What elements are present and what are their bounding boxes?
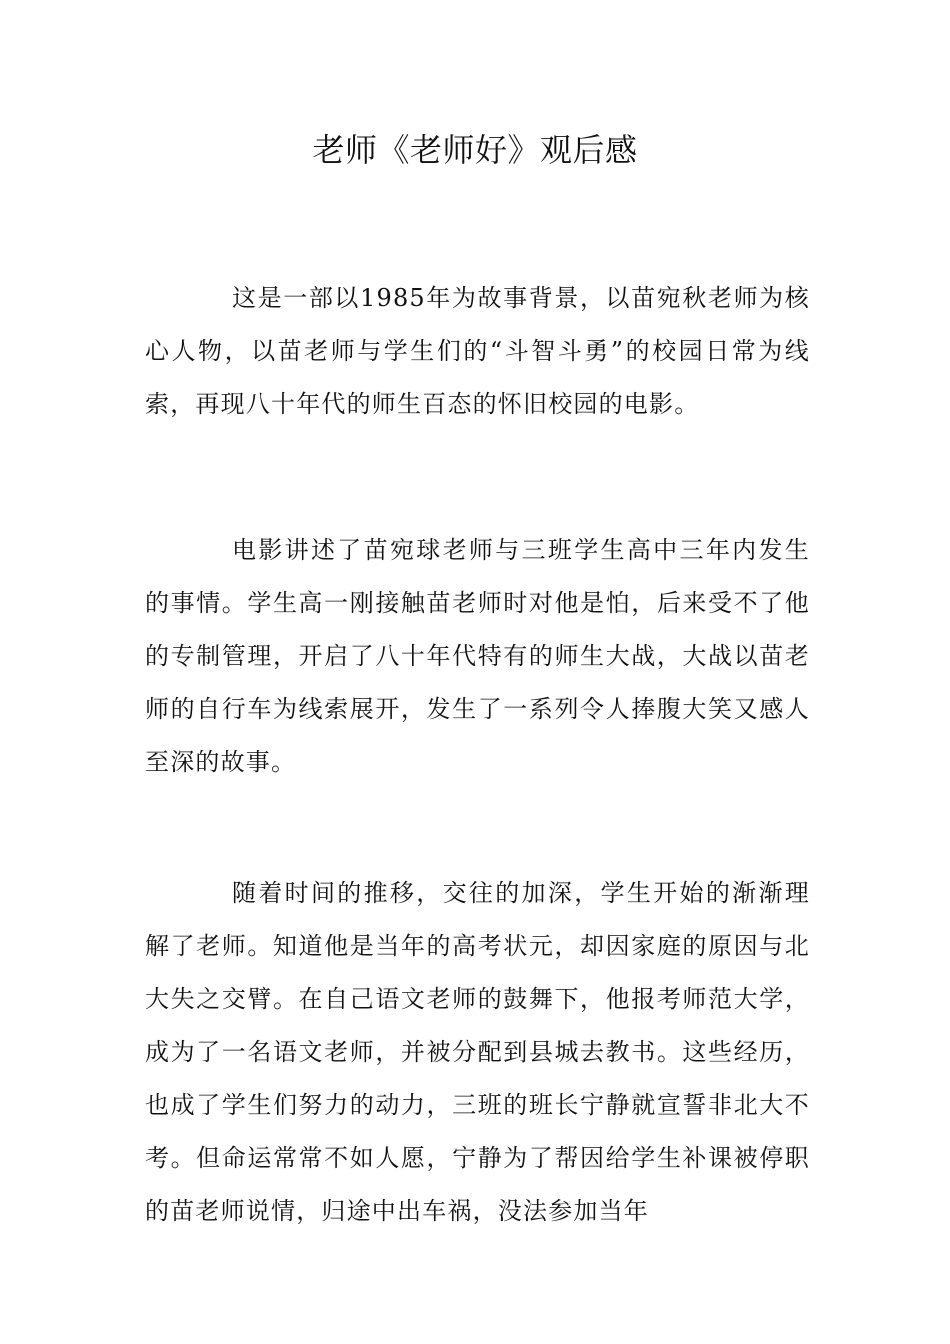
paragraph-2: 电影讲述了苗宛球老师与三班学生高中三年内发生的事情。学生高一刚接触苗老师时对他是怕，后来受不了他的专制管理，开启了八十年代特有的师生大战，大战以苗老师的自行车为线索展开，发生了一系列令人捧腹大笑又感人至深的故事。: [145, 536, 810, 776]
document-title: 老师《老师好》观后感: [312, 131, 638, 169]
paragraph-1: 这是一部以1985年为故事背景，以苗宛秋老师为核心人物，以苗老师与学生们的“斗智斗勇”的校园日常为线索，再现八十年代的师生百态的怀旧校园的电影。: [145, 284, 810, 418]
paragraph-3: 随着时间的推移，交往的加深，学生开始的渐渐理解了老师。知道他是当年的高考状元，却因家庭的原因与北大失之交臂。在自己语文老师的鼓舞下，他报考师范大学，成为了一名语文老师，并被分配到县城去教书。这些经历，也成了学生们努力的动力，三班的班长宁静就宣誓非北大不考。但命运常常不如人愿，宁静为了帮因给学生补课被停职的苗老师说情，归途中出车祸，没法参加当年: [145, 879, 810, 1225]
